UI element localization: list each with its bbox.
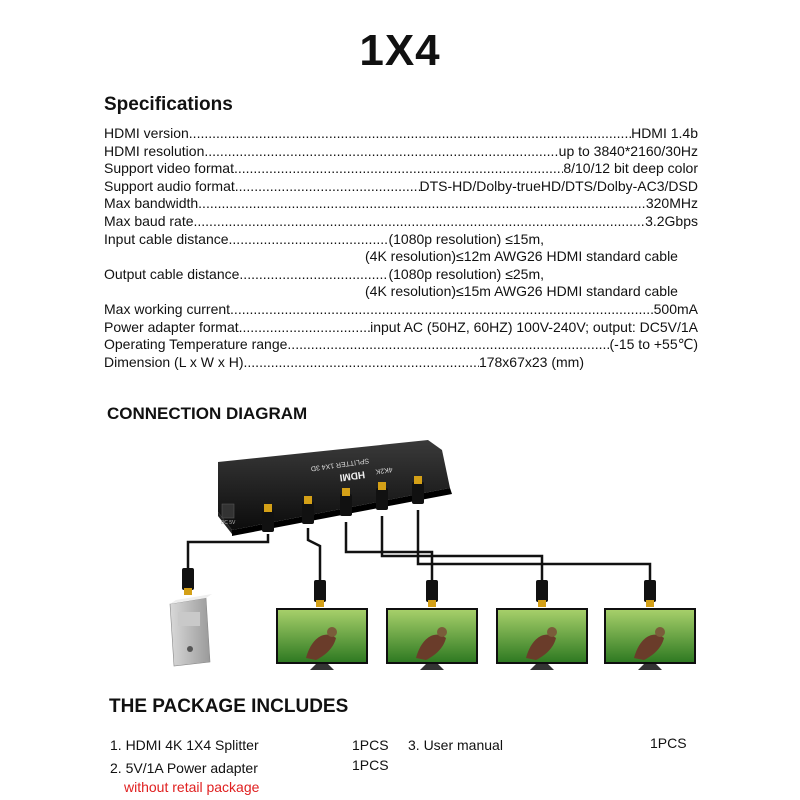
- spec-value: 500mA: [653, 300, 698, 317]
- dot-leader: [287, 336, 609, 354]
- spec-row: [104, 336, 698, 354]
- dot-leader: [235, 178, 420, 196]
- dot-leader: [194, 213, 646, 231]
- spec-label: Max bandwidth: [104, 195, 199, 212]
- device-4k-label: 4K2K: [374, 465, 393, 475]
- hdmi-plugs-sinks: [182, 568, 656, 607]
- dot-leader: [189, 125, 631, 143]
- spec-label: Dimension (L x W x H): [104, 353, 244, 370]
- package-note: without retail package: [124, 779, 260, 795]
- monitor: [276, 608, 368, 670]
- spec-row: [104, 266, 544, 284]
- spec-value: (1080p resolution) ≤15m,: [388, 230, 544, 247]
- specifications-list: [104, 125, 698, 371]
- dot-leader: [239, 319, 370, 337]
- power-port: [222, 504, 234, 518]
- package-item: 2. 5V/1A Power adapter: [110, 760, 258, 776]
- spec-row: [104, 213, 698, 231]
- spec-value: input AC (50HZ, 60HZ) 100V-240V; output: DC5V/1A: [370, 318, 698, 335]
- specifications-heading: Specifications: [104, 94, 233, 115]
- spec-label: Max working current: [104, 300, 231, 317]
- spec-label: Power adapter format: [104, 318, 239, 335]
- spec-value: 8/10/12 bit deep color: [563, 160, 698, 177]
- spec-label: Operating Temperature range: [104, 336, 288, 353]
- monitor: [386, 608, 478, 670]
- spec-value: (-15 to +55℃): [609, 336, 698, 353]
- package-item-qty: 1PCS: [650, 735, 687, 751]
- page-title: 1X4: [359, 26, 441, 75]
- spec-label: Max baud rate: [104, 212, 194, 229]
- spec-row: [104, 354, 584, 372]
- monitor: [496, 608, 588, 670]
- spec-row: [104, 301, 698, 319]
- dot-leader: [230, 301, 654, 319]
- package-item: 1. HDMI 4K 1X4 Splitter: [110, 737, 259, 753]
- spec-value: 178x67x23 (mm): [478, 353, 584, 370]
- connection-diagram: [160, 430, 710, 680]
- dot-leader: [198, 195, 646, 213]
- device-model-label: SPLITTER 1X4 3D: [310, 456, 370, 472]
- package-item: 3. User manual: [408, 737, 503, 753]
- spec-value: 3.2Gbps: [645, 212, 698, 229]
- spec-value-continued: (4K resolution)≤12m AWG26 HDMI standard cable: [365, 248, 678, 265]
- spec-row: [104, 231, 544, 249]
- spec-value: 320MHz: [645, 195, 698, 212]
- spec-row: [104, 143, 698, 161]
- connection-diagram-heading: CONNECTION DIAGRAM: [107, 404, 308, 423]
- spec-label: Input cable distance: [104, 230, 229, 247]
- spec-value-continued: (4K resolution)≤15m AWG26 HDMI standard cable: [365, 283, 678, 300]
- package-item-qty: 1PCS: [352, 757, 389, 773]
- spec-value: DTS-HD/Dolby-trueHD/DTS/Dolby-AC3/DSD: [419, 177, 698, 194]
- spec-row: [104, 178, 698, 196]
- spec-row: [104, 319, 698, 337]
- dot-leader: [234, 160, 563, 178]
- package-heading: THE PACKAGE INCLUDES: [109, 696, 349, 717]
- monitor: [604, 608, 696, 670]
- dot-leader: [229, 231, 389, 249]
- device-brand-label: HDMI: [338, 468, 366, 483]
- spec-row: [104, 160, 698, 178]
- spec-label: Output cable distance: [104, 265, 240, 282]
- dot-leader: [239, 266, 388, 284]
- dot-leader: [244, 354, 479, 372]
- spec-label: Support video format: [104, 160, 234, 177]
- source-device: [170, 594, 212, 666]
- spec-value: HDMI 1.4b: [631, 125, 698, 141]
- spec-value: (1080p resolution) ≤25m,: [388, 265, 544, 282]
- spec-row: [104, 195, 698, 213]
- spec-label: Support audio format: [104, 177, 235, 194]
- spec-label: HDMI resolution: [104, 142, 205, 159]
- device-power-label: DC 5V: [220, 520, 236, 526]
- spec-value: up to 3840*2160/30Hz: [558, 142, 698, 159]
- spec-row: [104, 125, 698, 143]
- spec-label: HDMI version: [104, 125, 189, 141]
- package-item-qty: 1PCS: [352, 737, 389, 753]
- dot-leader: [204, 143, 558, 161]
